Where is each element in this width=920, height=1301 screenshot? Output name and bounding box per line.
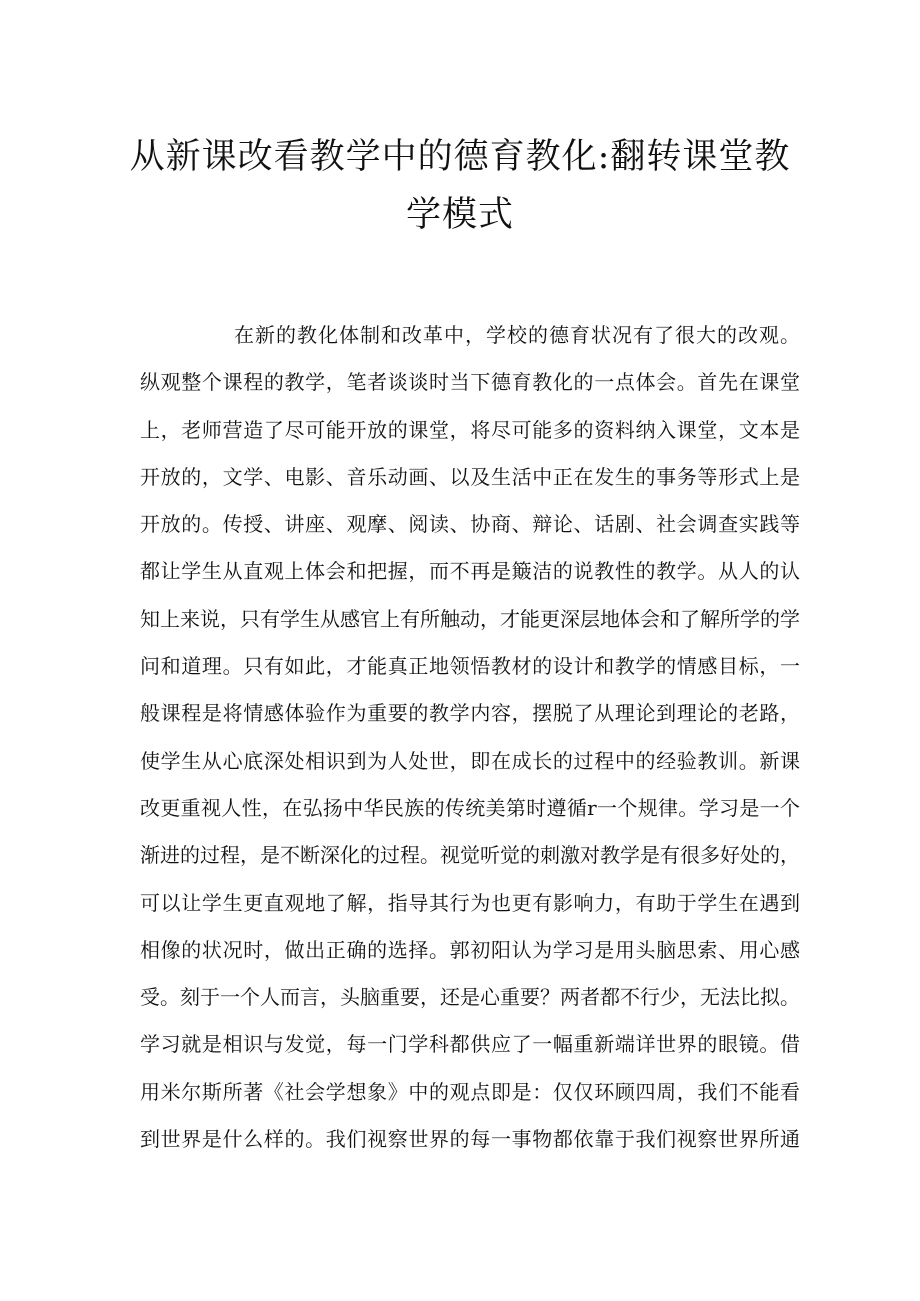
- paragraph-line: 知上来说，只有学生从感官上有所触动，才能更深层地体会和了解所学的学: [140, 606, 800, 631]
- title-line: 学模式: [405, 195, 514, 235]
- paragraph-line: 可以让学生更直观地了解，指导其行为也更有影响力，有助于学生在遇到: [140, 890, 800, 915]
- document-title: [110, 128, 810, 244]
- paragraph-line: 用米尔斯所著《社会学想象》中的观点即是：仅仅环顾四周，我们不能看: [140, 1079, 800, 1104]
- paragraph-line: 都让学生从直观上体会和把握，而不再是簸洁的说教性的教学。从人的认: [140, 559, 800, 584]
- paragraph-line: 相像的状况时，做出正确的选择。郭初阳认为学习是用头脑思索、用心感: [140, 937, 800, 962]
- title-line: 从新课改看教学中的德育教化:翻转课堂教: [129, 137, 791, 177]
- paragraph-line: 问和道理。只有如此，才能真正地领悟教材的设计和教学的情感目标，一: [140, 654, 800, 679]
- paragraph-line: 受。刻于一个人而言，头脑重要，还是心重要？两者都不行少，无法比拟。: [140, 985, 800, 1010]
- paragraph-line: 开放的。传授、讲座、观摩、阅读、协商、辩论、话剧、社会调查实践等: [140, 512, 800, 537]
- paragraph-line: 改更重视人性，在弘扬中华民族的传统美第时遵循r一个规律。学习是一个: [140, 795, 800, 820]
- paragraph-line: 使学生从心底深处相识到为人处世，即在成长的过程中的经验教训。新课: [140, 748, 800, 773]
- paragraph-line: 渐进的过程，是不断深化的过程。视觉听觉的刺激对教学是有很多好处的，: [140, 843, 800, 868]
- paragraph-line: 开放的，文学、电影、音乐动画、以及生活中正在发生的事务等形式上是: [140, 464, 800, 489]
- paragraph-line: 上，老师营造了尽可能开放的课堂，将尽可能多的资料纳入课堂，文本是: [140, 417, 800, 442]
- paragraph-line: 纵观整个课程的教学，笔者谈谈时当下德育教化的一点体会。首先在课堂: [140, 370, 800, 395]
- paragraph-line: 在新的教化体制和改革中，学校的德育状况有了很大的改观。: [234, 323, 800, 347]
- paragraph-line: 般课程是将情感体验作为重要的教学内容，摆脱了从理论到理论的老路，: [140, 701, 800, 726]
- paragraph-line: 到世界是什么样的。我们视察世界的每一事物都依靠于我们视察世界所通: [140, 1127, 800, 1152]
- body-paragraph: [140, 312, 800, 1163]
- paragraph-line: 学习就是相识与发觉，每一门学科都供应了一幅重新端详世界的眼镜。借: [140, 1032, 800, 1057]
